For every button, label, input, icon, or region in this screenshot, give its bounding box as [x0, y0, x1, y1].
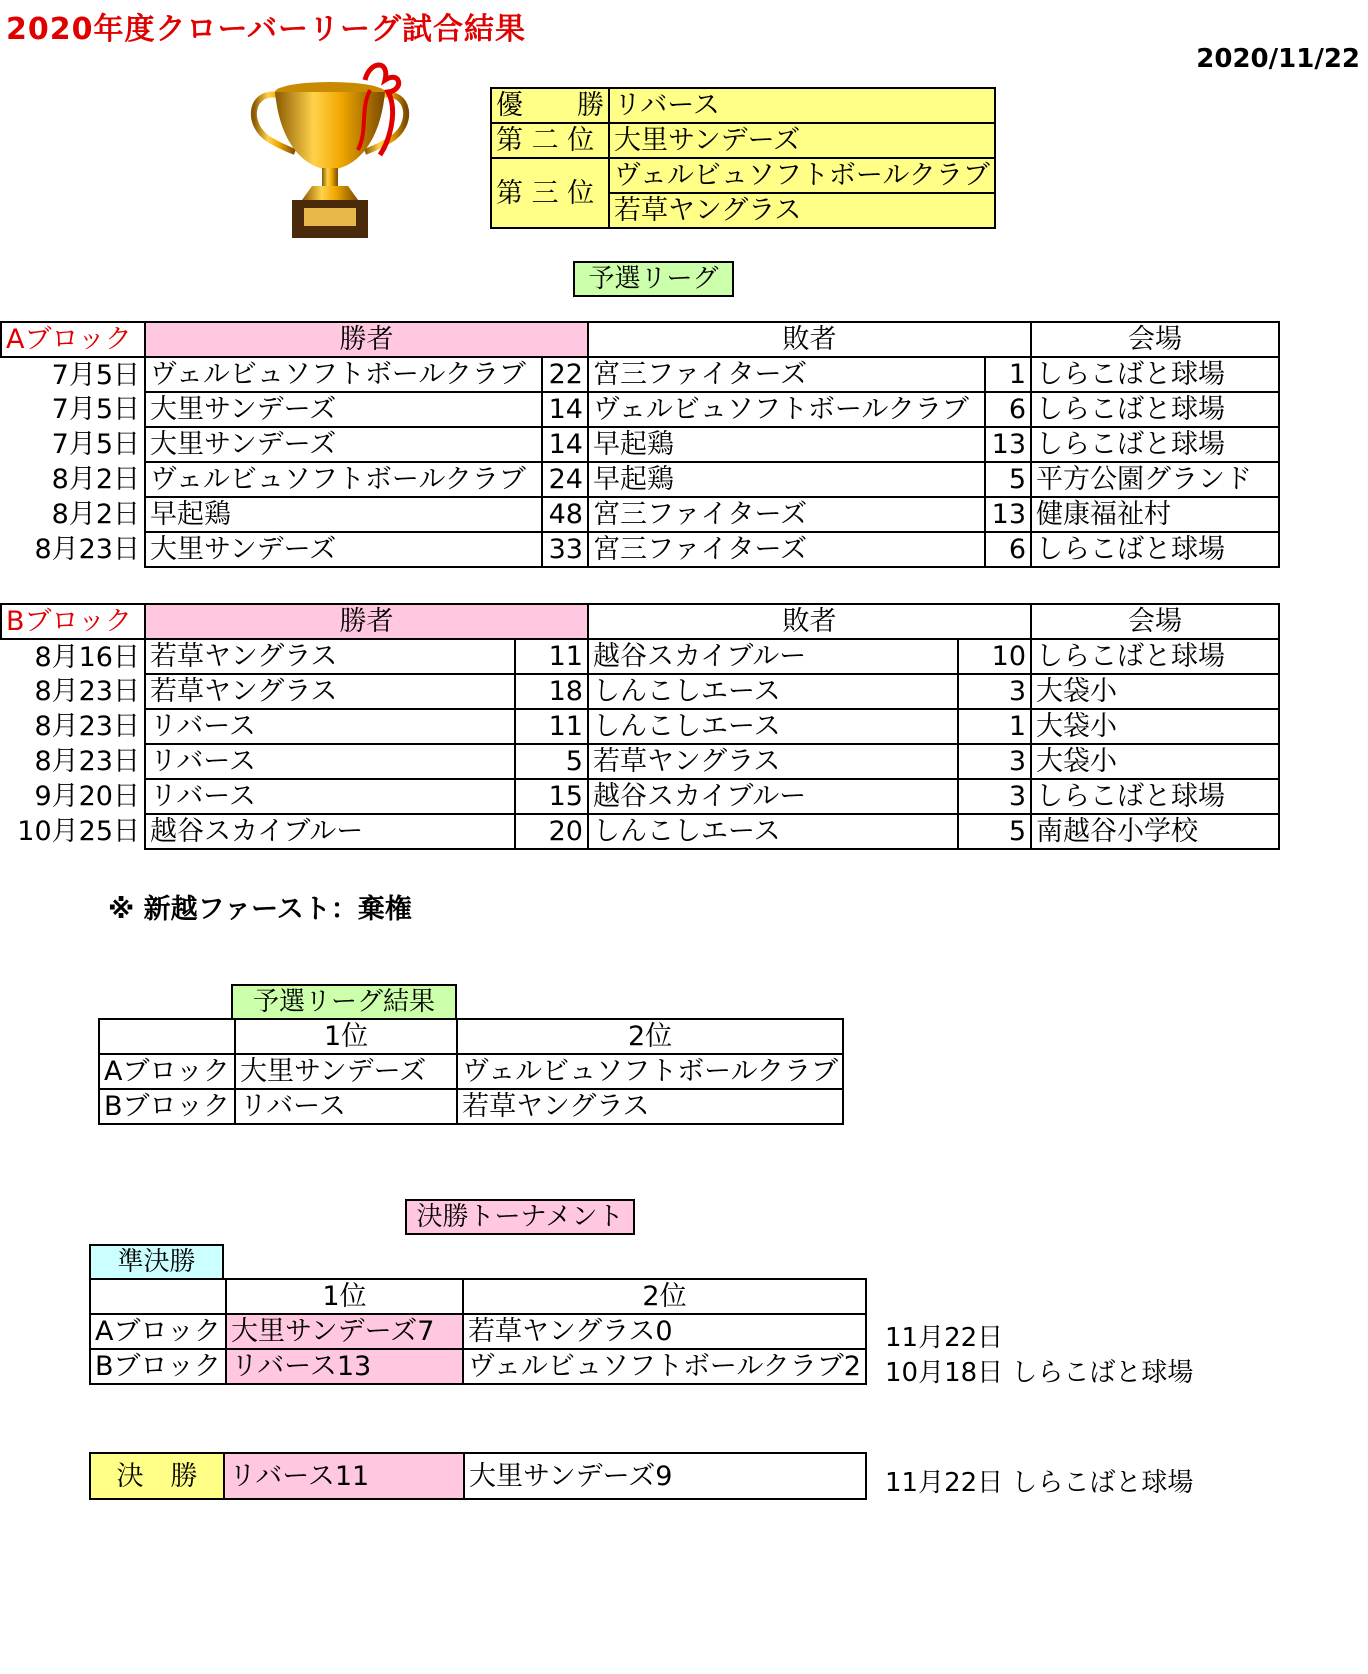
- loser-team: 越谷スカイブルー: [588, 779, 958, 814]
- loser-score: 6: [985, 532, 1031, 567]
- winner-team: 越谷スカイブルー: [145, 814, 515, 849]
- loser-score: 3: [958, 744, 1031, 779]
- semi-info-a: 11月22日: [885, 1323, 1004, 1353]
- winner-score: 48: [542, 497, 588, 532]
- loser-score: 3: [958, 674, 1031, 709]
- col-first: 1位: [235, 1019, 457, 1054]
- semi-winner: 大里サンデーズ7: [226, 1314, 463, 1349]
- tournament-title: 決勝トーナメント: [405, 1199, 635, 1235]
- table-row: [1, 639, 1279, 674]
- winner-score: 22: [542, 357, 588, 392]
- match-date: 10月25日: [17, 816, 140, 847]
- block-b-table: [0, 603, 1280, 850]
- venue: 健康福祉村: [1031, 497, 1279, 532]
- block-label: Bブロック: [99, 1089, 235, 1124]
- venue: しらこばと球場: [1031, 427, 1279, 462]
- winner-team: リバース: [145, 779, 515, 814]
- table-row: [1, 814, 1279, 849]
- loser-score: 1: [958, 709, 1031, 744]
- header-winner: 勝者: [145, 322, 588, 357]
- winner-team: 大里サンデーズ: [145, 532, 542, 567]
- final-table: [89, 1452, 867, 1500]
- first-team: リバース: [235, 1089, 457, 1124]
- winner-score: 24: [542, 462, 588, 497]
- report-date: 2020/11/22: [1196, 44, 1360, 74]
- loser-score: 6: [985, 392, 1031, 427]
- match-date: 7月5日: [51, 429, 140, 460]
- table-row: [1, 497, 1279, 532]
- match-date: 8月2日: [51, 464, 140, 495]
- block-label: Aブロック: [99, 1054, 235, 1089]
- venue: しらこばと球場: [1031, 392, 1279, 427]
- table-row: [1, 674, 1279, 709]
- loser-team: しんこしエース: [588, 709, 958, 744]
- semi-table: [89, 1278, 867, 1385]
- match-date: 7月5日: [51, 394, 140, 425]
- venue: しらこばと球場: [1031, 357, 1279, 392]
- table-row: [1, 392, 1279, 427]
- winner-score: 18: [515, 674, 588, 709]
- second-team: ヴェルビュソフトボールクラブ: [457, 1054, 843, 1089]
- header-loser: 敗者: [588, 604, 1031, 639]
- semi-loser: ヴェルビュソフトボールクラブ2: [463, 1349, 866, 1384]
- table-row: [1, 532, 1279, 567]
- table-row: [1, 427, 1279, 462]
- final-loser: 大里サンデーズ9: [464, 1453, 866, 1499]
- venue: 大袋小: [1031, 744, 1279, 779]
- winner-team: ヴェルビュソフトボールクラブ: [145, 462, 542, 497]
- venue: 大袋小: [1031, 674, 1279, 709]
- table-row: [1, 744, 1279, 779]
- loser-score: 1: [985, 357, 1031, 392]
- semi-title: 準決勝: [89, 1244, 224, 1280]
- winner-team: 若草ヤングラス: [145, 674, 515, 709]
- trophy-icon: [240, 50, 420, 250]
- venue: 南越谷小学校: [1031, 814, 1279, 849]
- blank-cell: [90, 1279, 226, 1314]
- final-label: 決 勝: [90, 1453, 224, 1499]
- loser-team: ヴェルビュソフトボールクラブ: [588, 392, 985, 427]
- match-date: 8月23日: [34, 534, 140, 565]
- loser-score: 3: [958, 779, 1031, 814]
- winner-score: 14: [542, 392, 588, 427]
- winner-score: 5: [515, 744, 588, 779]
- header-loser: 敗者: [588, 322, 1031, 357]
- prelim-title: 予選リーグ: [573, 261, 734, 297]
- semi-loser: 若草ヤングラス0: [463, 1314, 866, 1349]
- loser-team: 早起鶏: [588, 427, 985, 462]
- second-team: 大里サンデーズ: [609, 123, 995, 158]
- third-team-1: ヴェルビュソフトボールクラブ: [609, 158, 995, 193]
- loser-team: 早起鶏: [588, 462, 985, 497]
- block-b-label: Bブロック: [1, 604, 145, 639]
- table-row: [1, 462, 1279, 497]
- winner-score: 33: [542, 532, 588, 567]
- awards-table: [490, 87, 996, 229]
- match-date: 7月5日: [51, 359, 140, 391]
- winner-team: 大里サンデーズ: [145, 427, 542, 462]
- header-venue: 会場: [1031, 604, 1279, 639]
- third-label: 第 三 位: [491, 158, 609, 228]
- winner-score: 20: [515, 814, 588, 849]
- table-row: [1, 779, 1279, 814]
- loser-team: しんこしエース: [588, 674, 958, 709]
- third-team-2: 若草ヤングラス: [609, 193, 995, 228]
- forfeit-note: ※ 新越ファースト：棄権: [108, 894, 412, 925]
- block-a-label: Aブロック: [1, 322, 145, 357]
- winner-label: 優 勝: [491, 88, 609, 123]
- block-label: Aブロック: [90, 1314, 226, 1349]
- block-a-table: [0, 321, 1280, 568]
- loser-score: 5: [958, 814, 1031, 849]
- winner-team: 大里サンデーズ: [145, 392, 542, 427]
- match-date: 8月23日: [34, 711, 140, 742]
- col-first: 1位: [226, 1279, 463, 1314]
- winner-score: 14: [542, 427, 588, 462]
- prelim-result-table: [98, 1018, 844, 1125]
- final-info: 11月22日 しらこばと球場: [885, 1468, 1194, 1498]
- venue: しらこばと球場: [1031, 639, 1279, 674]
- loser-team: しんこしエース: [588, 814, 958, 849]
- winner-score: 11: [515, 709, 588, 744]
- loser-score: 5: [985, 462, 1031, 497]
- winner-team: リバース: [609, 88, 995, 123]
- loser-team: 宮三ファイターズ: [588, 497, 985, 532]
- loser-score: 13: [985, 497, 1031, 532]
- semi-info-b: 10月18日 しらこばと球場: [885, 1358, 1194, 1388]
- loser-team: 越谷スカイブルー: [588, 639, 958, 674]
- header-venue: 会場: [1031, 322, 1279, 357]
- winner-team: リバース: [145, 709, 515, 744]
- final-winner: リバース11: [224, 1453, 464, 1499]
- loser-score: 13: [985, 427, 1031, 462]
- header-winner: 勝者: [145, 604, 588, 639]
- winner-score: 11: [515, 639, 588, 674]
- winner-team: 早起鶏: [145, 497, 542, 532]
- winner-team: 若草ヤングラス: [145, 639, 515, 674]
- first-team: 大里サンデーズ: [235, 1054, 457, 1089]
- venue: 平方公園グランド: [1031, 462, 1279, 497]
- table-row: [1, 357, 1279, 392]
- venue: 大袋小: [1031, 709, 1279, 744]
- loser-team: 宮三ファイターズ: [588, 532, 985, 567]
- block-label: Bブロック: [90, 1349, 226, 1384]
- second-label: 第 二 位: [491, 123, 609, 158]
- table-row: [1, 709, 1279, 744]
- match-date: 8月16日: [34, 641, 140, 673]
- second-team: 若草ヤングラス: [457, 1089, 843, 1124]
- page-title: 2020年度クローバーリーグ試合結果: [6, 12, 526, 47]
- col-second: 2位: [457, 1019, 843, 1054]
- winner-team: ヴェルビュソフトボールクラブ: [145, 357, 542, 392]
- match-date: 8月23日: [34, 676, 140, 707]
- winner-team: リバース: [145, 744, 515, 779]
- venue: しらこばと球場: [1031, 779, 1279, 814]
- col-second: 2位: [463, 1279, 866, 1314]
- loser-team: 若草ヤングラス: [588, 744, 958, 779]
- loser-score: 10: [958, 639, 1031, 674]
- match-date: 9月20日: [34, 781, 140, 812]
- prelim-result-title: 予選リーグ結果: [231, 984, 457, 1020]
- winner-score: 15: [515, 779, 588, 814]
- match-date: 8月2日: [51, 499, 140, 530]
- venue: しらこばと球場: [1031, 532, 1279, 567]
- blank-cell: [99, 1019, 235, 1054]
- match-date: 8月23日: [34, 746, 140, 777]
- semi-winner: リバース13: [226, 1349, 463, 1384]
- loser-team: 宮三ファイターズ: [588, 357, 985, 392]
